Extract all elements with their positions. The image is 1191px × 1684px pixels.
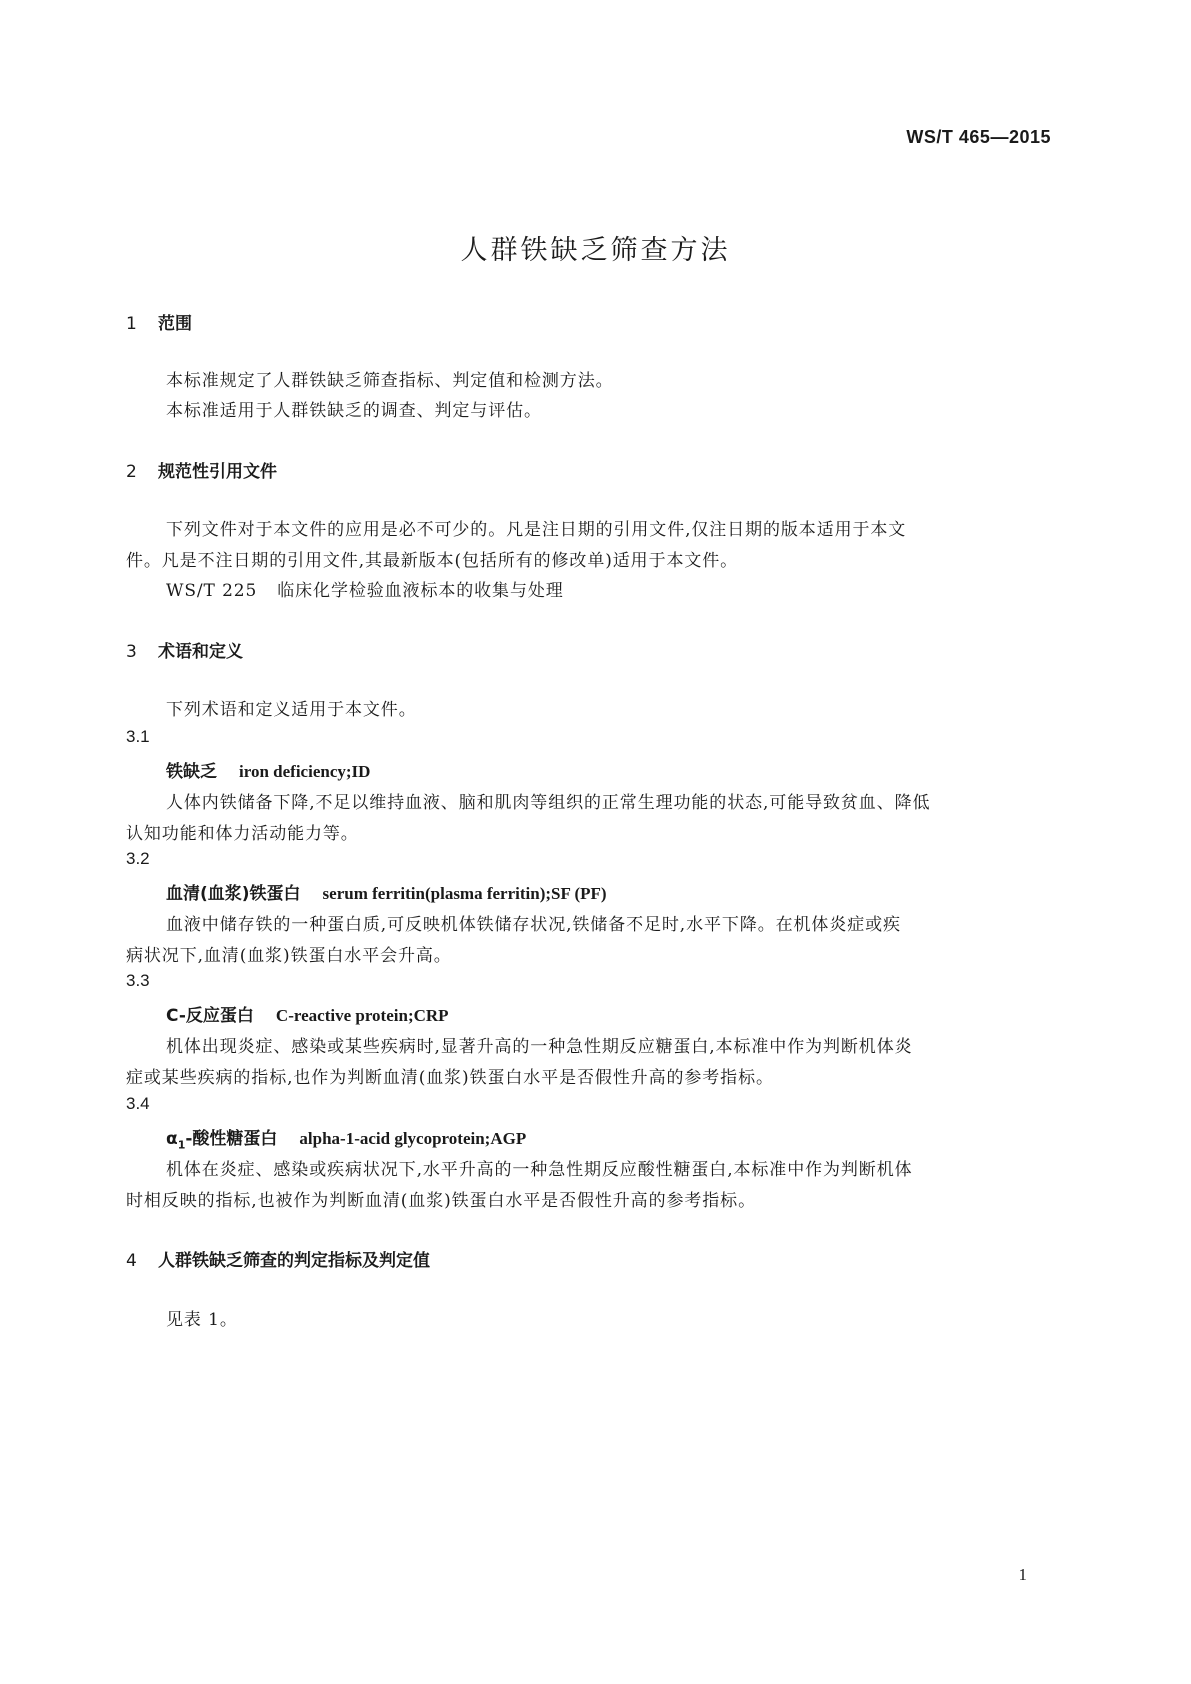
term-en: serum ferritin(plasma ferritin);SF (PF) [322, 884, 607, 903]
section-number: 4 [126, 1251, 137, 1271]
section-2-para-line-2: 件。凡是不注日期的引用文件,其最新版本(包括所有的修改单)适用于本文件。 [126, 551, 739, 571]
term-number: 3.2 [126, 849, 150, 868]
section-3-intro: 下列术语和定义适用于本文件。 [166, 700, 417, 720]
section-1-para-2: 本标准适用于人群铁缺乏的调查、判定与评估。 [166, 401, 542, 421]
section-title: 术语和定义 [158, 642, 243, 662]
document-title: 人群铁缺乏筛查方法 [460, 235, 731, 266]
term-definition-line-1: 人体内铁储备下降,不足以维持血液、脑和肌肉等组织的正常生理功能的状态,可能导致贫血、降低 [166, 793, 931, 813]
section-2-heading [126, 457, 277, 482]
term-definition-line-1: 机体在炎症、感染或疾病状况下,水平升高的一种急性期反应酸性糖蛋白,本标准中作为判断机体 [166, 1160, 913, 1180]
term-number: 3.4 [126, 1094, 150, 1113]
section-number: 2 [126, 462, 137, 482]
reference-code: WS/T 225 [166, 581, 258, 601]
section-title: 规范性引用文件 [158, 462, 277, 482]
term-heading [166, 1124, 526, 1151]
term-definition-line-2: 时相反映的指标,也被作为判断血清(血浆)铁蛋白水平是否假性升高的参考指标。 [126, 1191, 756, 1211]
normative-reference [166, 576, 564, 601]
term-en: iron deficiency;ID [239, 762, 371, 781]
section-4-para: 见表 1。 [166, 1310, 238, 1330]
term-definition-line-1: 血液中储存铁的一种蛋白质,可反映机体铁储存状况,铁储备不足时,水平下降。在机体炎症或疾 [166, 915, 901, 935]
section-1-heading [126, 309, 192, 334]
term-zh: C-反应蛋白 [166, 1006, 254, 1026]
term-en: alpha-1-acid glycoprotein;AGP [299, 1129, 527, 1148]
standard-code: WS/T 465—2015 [906, 127, 1051, 147]
term-en: C-reactive protein;CRP [275, 1006, 449, 1025]
term-heading [166, 1001, 449, 1026]
term-zh: 铁缺乏 [166, 762, 217, 782]
section-3-heading [126, 637, 243, 662]
reference-title: 临床化学检验血液标本的收集与处理 [277, 581, 564, 601]
term-heading [166, 757, 370, 782]
term-zh: 血清(血浆)铁蛋白 [166, 884, 301, 904]
page-number: 1 [1018, 1565, 1027, 1584]
section-4-heading [126, 1246, 430, 1271]
term-definition-line-2: 症或某些疾病的指标,也作为判断血清(血浆)铁蛋白水平是否假性升高的参考指标。 [126, 1068, 774, 1088]
section-title: 范围 [158, 314, 192, 334]
section-1-para-1: 本标准规定了人群铁缺乏筛查指标、判定值和检测方法。 [166, 371, 614, 391]
term-definition-line-1: 机体出现炎症、感染或某些疾病时,显著升高的一种急性期反应糖蛋白,本标准中作为判断机体炎 [166, 1037, 913, 1057]
term-zh [166, 1129, 278, 1152]
term-number: 3.1 [126, 727, 150, 746]
term-definition-line-2: 病状况下,血清(血浆)铁蛋白水平会升高。 [126, 946, 452, 966]
term-definition-line-2: 认知功能和体力活动能力等。 [126, 824, 359, 844]
section-number: 1 [126, 314, 137, 334]
section-title: 人群铁缺乏筛查的判定指标及判定值 [158, 1251, 430, 1271]
section-2-para-line-1: 下列文件对于本文件的应用是必不可少的。凡是注日期的引用文件,仅注日期的版本适用于本文 [166, 520, 907, 540]
alpha-symbol: α [166, 1129, 178, 1149]
section-number: 3 [126, 642, 137, 662]
term-zh-rest: -酸性糖蛋白 [185, 1129, 278, 1149]
term-number: 3.3 [126, 971, 150, 990]
term-heading [166, 879, 607, 904]
alpha-subscript: 1 [177, 1138, 186, 1152]
